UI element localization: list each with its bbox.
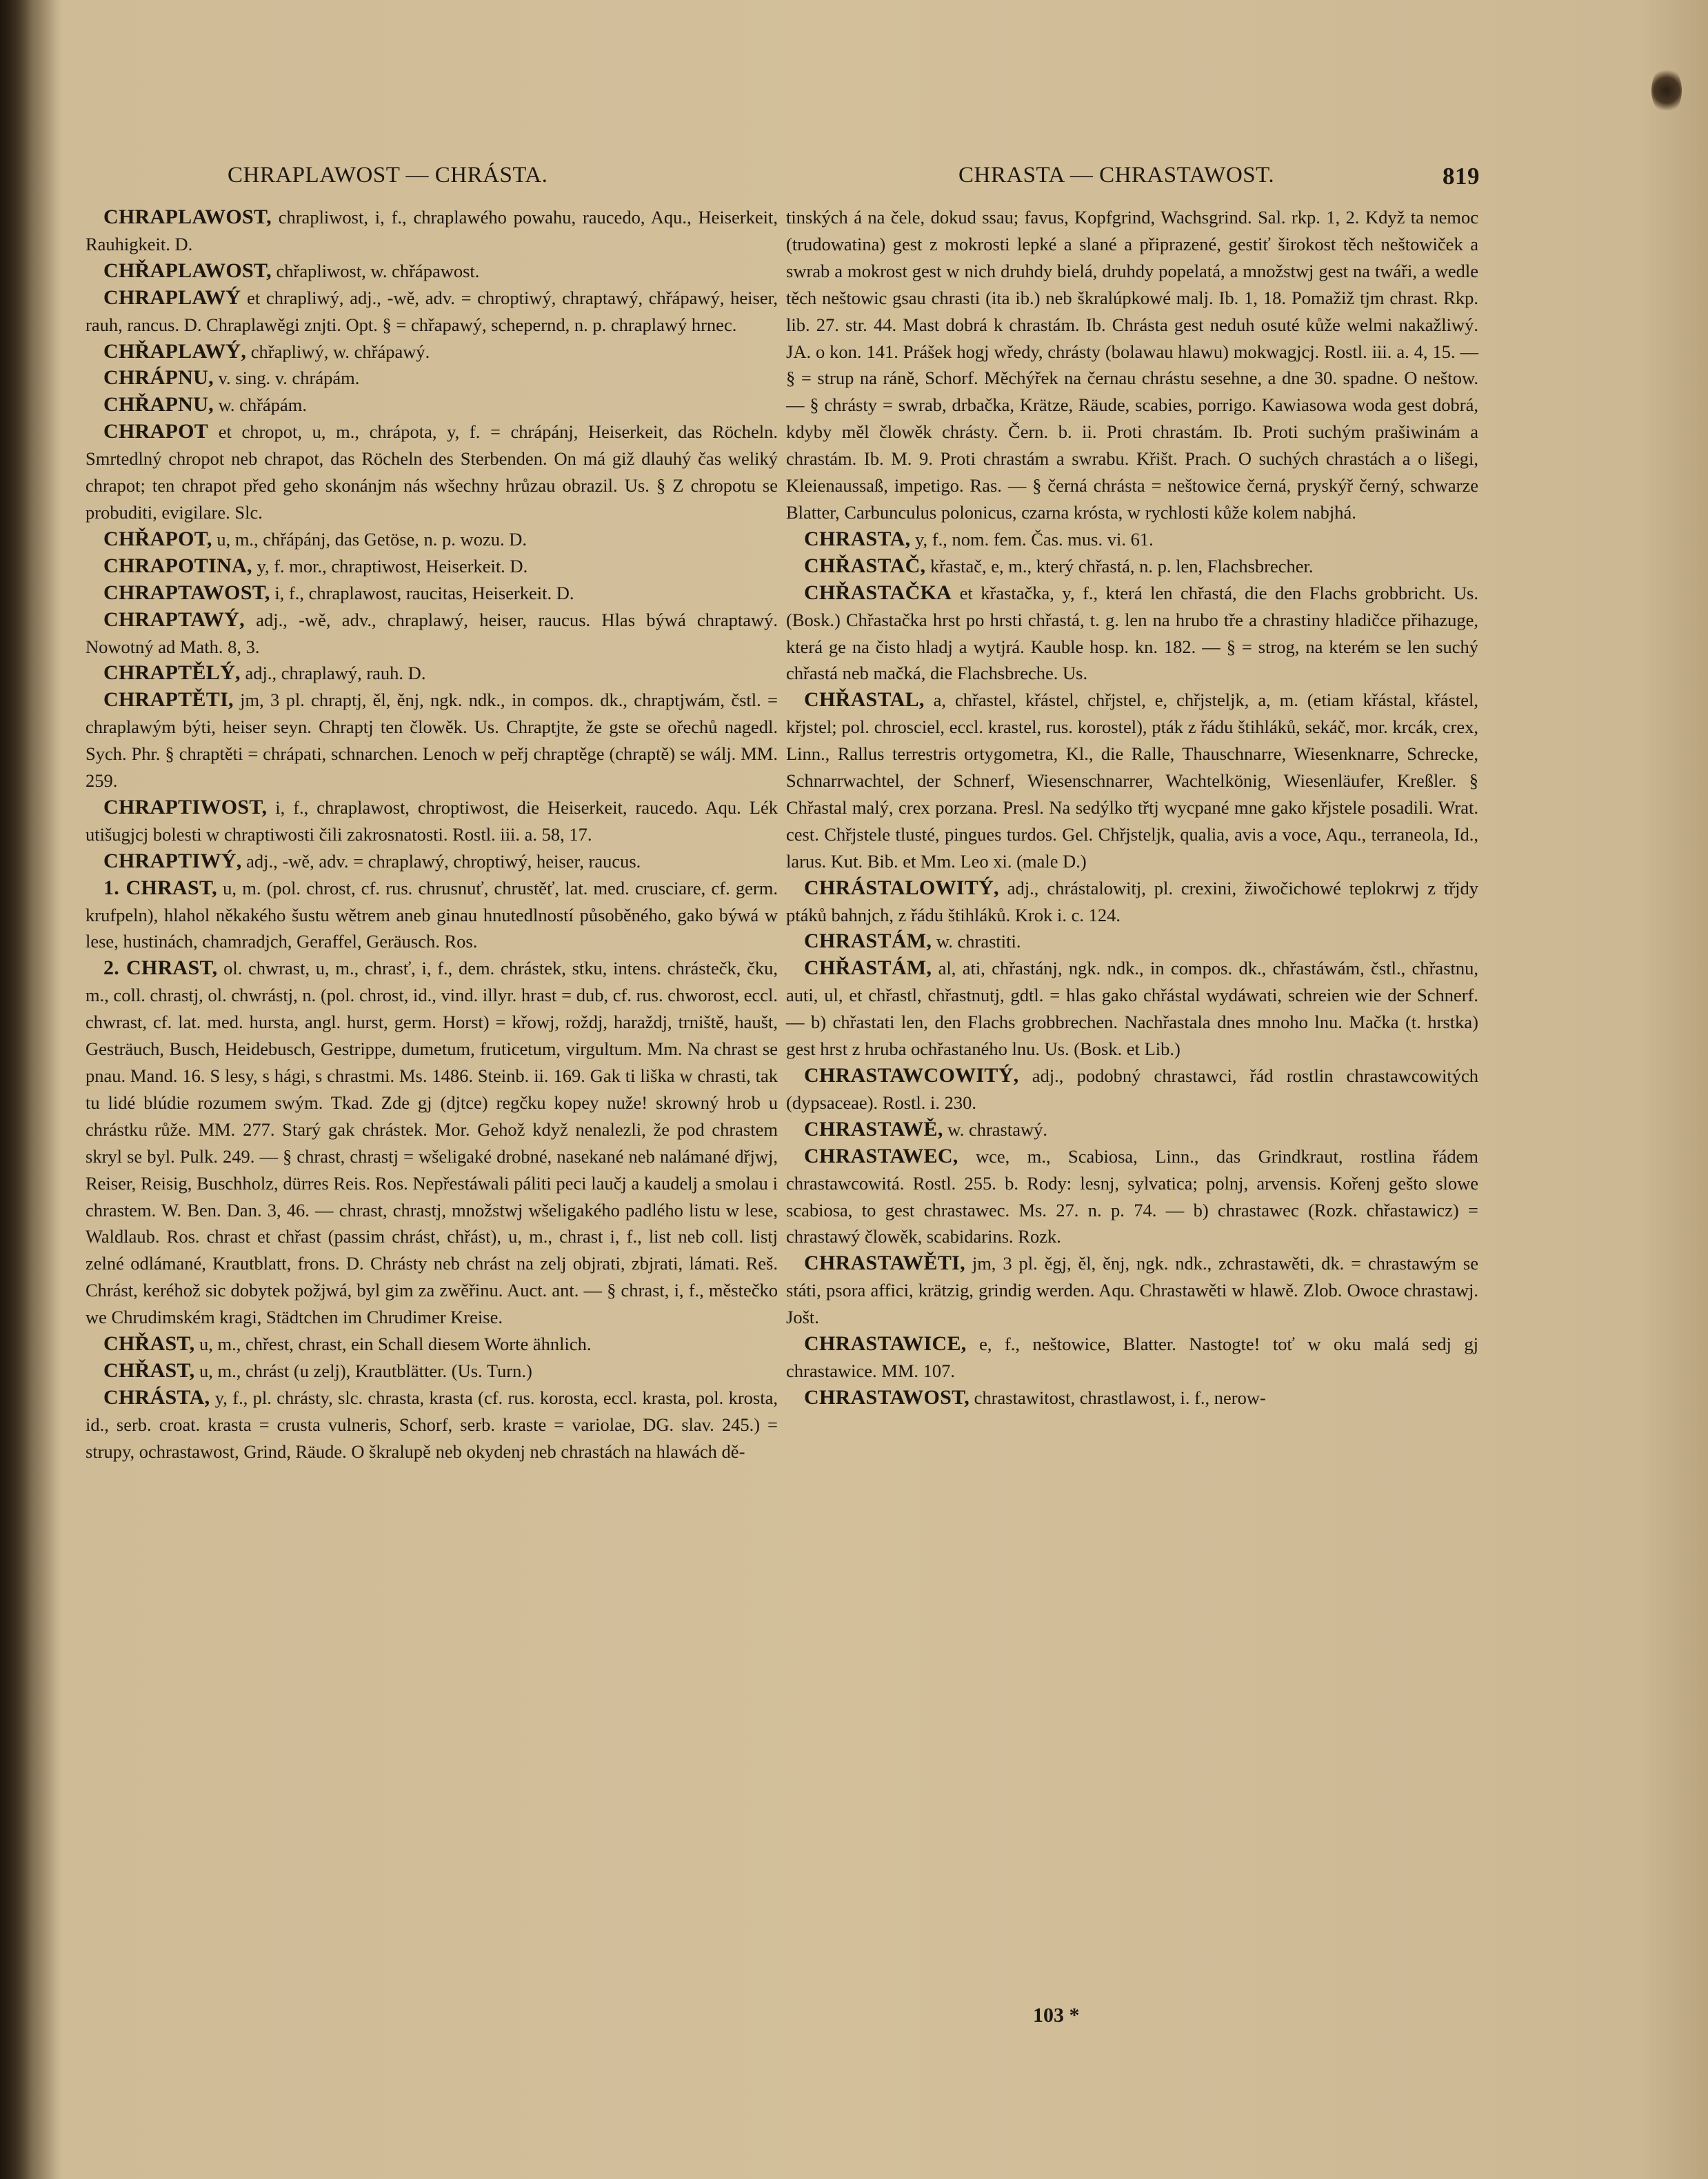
entry-text: w. chrastawý. [943,1118,1047,1140]
entry-headword: 2. CHRAST, [103,956,218,980]
book-spine-shadow [0,0,62,2179]
entry-headword: CHRASTAWĚTI, [804,1252,965,1275]
entry-headword: CHŘAST, [103,1332,195,1356]
signature-mark: 103 * [1033,2004,1080,2027]
dictionary-entry [86,875,778,956]
dictionary-entry [86,365,778,392]
entry-text: chrastawitost, chrastlawost, i. f., nerow- [969,1387,1266,1408]
entry-text: i, f., chraplawost, raucitas, Heiserkeit. D. [270,582,574,603]
dictionary-entry [86,285,778,339]
dictionary-entry [786,580,1478,687]
dictionary-entry [786,955,1478,1063]
entry-text: i, f., chraplawost, chroptiwost, die Heiserkeit, raucedo. Aqu. Lék utišugjcj bolesti w chraptiwosti čili zakrosnatosti. Rostl. iii. a. 58, 17. [86,796,778,845]
entry-text: chrapliwost, i, f., chraplawého powahu, raucedo, Aqu., Heiserkeit, Rauhigkeit. D. [86,207,778,254]
dictionary-entry [86,607,778,661]
page-number: 819 [1443,163,1480,190]
entry-headword: 1. CHRAST, [103,876,217,899]
entry-text: et chrapliwý, adj., -wě, adv. = chroptiwý, chraptawý, chřápawý, heiser, rauh, rancus. D. Chraplawěgi znjti. Opt. § = chřapawý, schepernd, n. p. chraplawý hrnec. [86,287,778,335]
entry-headword: CHŘAPOT, [103,527,212,550]
entry-headword: CHRÁSTALOWITÝ, [804,876,999,899]
dictionary-entry [86,419,778,526]
entry-text: adj., chrástalowitj, pl. crexini, žiwočichowé teplokrwj z třjdy ptáků bahnjch, z řádu štihláků. Krok i. c. 124. [786,877,1478,925]
entry-text: w. chřápám. [213,394,308,416]
dictionary-entry [86,687,778,794]
entry-text: w. chrastiti. [932,931,1021,952]
entry-text: y, f., nom. fem. Čas. mus. vi. 61. [910,528,1154,550]
entry-headword: CHRASTÁM, [804,930,932,953]
entry-text: a, chřastel, křástel, chřjstel, e, chřjstelјk, a, m. (etiam křástal, křástel, křjstel; pol. chrosciel, eccl. krastel, rus. korostel), pták z řádu štihláků, sekáč, mor. krcák, crex, Linn., Rallus terrestris ortygometra, Kl., die Ralle, Thauschnarre, Wiesenknarre, Schrecke, Schnarrwachtel, der Schnerf, Wiesenschnarrer, Wachtelkönig, Wiesenläufer, Kreßler. § Chřastal malý, crex porzana. Presl. Na sedýlko třtj wycpané mne gako křjstele posadili. Wrat. cest. Chřjstele tlusté, pingues turdos. Gel. Chřjstelјk, qualia, avis a voce, Aqu., terraneola, Id., larus. Kut. Bib. et Mm. Leo xi. (male D.) [786,690,1478,872]
entry-headword: CHRASTAWCOWITÝ, [804,1064,1019,1087]
entry-headword: CHRÁSTA, [103,1385,210,1409]
dictionary-entry [86,392,778,419]
entry-headword: CHRAPTAWÝ, [103,607,245,631]
entry-headword: CHRASTA, [804,527,911,550]
entry-headword: CHRAPOTINA, [103,554,252,577]
entry-text: u, m., chřest, chrast, ein Schall diesem Worte ähnlich. [194,1334,592,1355]
entry-headword: CHRAPTAWOST, [103,581,270,604]
entry-text: tinských á na čele, dokud ssau; favus, Kopfgrind, Wachsgrind. Sal. rkp. 1, 2. Když ta nemoc (trudowatina) gest z mokrosti lepké a slané a připrazené, gestiť širokost těch neštowiček a swrab a mokrost gest w nich druhdy bielá, druhdy popelatá, a množstwj gest na twáři, a wedle těch neštowic gsau chrasti (ita ib.) neb škralúpkowé malj. Ib. 1, 18. Pomažiž tjm chrast. Rkp. lib. 27. str. 44. Mast dobrá k chrastám. Ib. Chrásta gest neduh osuté kůže welmi nakažliwý. JA. o kon. 141. Prášek hogj wředy, chrásty (bolawau hlawu) mokwagjcj. Rostl. iii. a. 4, 15. — § = strup na ráně, Schorf. Měchýřek na černau chrástu sesehne, a dne 30. spadne. O neštow. — § chrásty = swrab, drbačka, Krätze, Räude, scabies, porrigo. Kawiasowa woda gest dobrá, kdyby měl člowěk chrásty. Čern. b. ii. Proti chrastám. Ib. Proti suchým prašiwinám a chrastám. Ib. M. 9. Proti chrastám a swrabu. Křišt. Prach. O suchých chrastách a o lišegi, Kleienaussaß, impetigo. Ras. — § černá chrásta = neštowice černá, pryskýř černý, schwarze Blatter, Carbunculus polonicus, czarna krósta, w rychlosti kůže kolem nabjhá. [786,207,1478,523]
dictionary-entry [86,204,778,258]
entry-headword: CHRAPTIWOST, [103,795,268,819]
entry-text: y, f. mor., chraptiwost, Heiserkeit. D. [252,555,528,576]
dictionary-entry [86,1385,778,1465]
dictionary-entry [86,526,778,553]
dictionary-entry [86,1358,778,1385]
entry-text: chřapliwý, w. chřápawý. [246,341,430,362]
dictionary-entry [86,1331,778,1358]
dictionary-entry [786,204,1478,526]
entry-text: chřapliwost, w. chřápawost. [271,260,480,281]
dictionary-entry [786,1331,1478,1385]
dictionary-entry [786,928,1478,955]
dictionary-entry [786,875,1478,929]
entry-text: et chropot, u, m., chrápota, y, f. = chrápánj, Heiserkeit, das Röcheln. Smrtedlný chropot neb chrapot, das Röcheln des Sterbenden. On má giž dlauhý čas weliký chrapot; ten chrapot před geho skonánjm nás wšechny hrůzau obrazil. Us. § Z chropotu se probuditi, evigilare. Slc. [86,421,778,523]
dictionary-entry [786,553,1478,580]
entry-headword: CHŘASTAL, [804,688,925,712]
right-column [786,204,1478,1412]
dictionary-entry [786,1063,1478,1116]
entry-text: y, f., pl. chrásty, slc. chrasta, krasta (cf. rus. korosta, eccl. krasta, pol. krosta, id., serb. croat. krasta = crusta vulneris, Schorf, serb. kraste = variolae, DG. slav. 245.) = strupy, ochrastawost, Grind, Räude. O škralupě neb okydenj neb chrastách na hlawách dě- [86,1387,778,1462]
entry-headword: CHŘAPNU, [103,393,214,416]
entry-text: e, f., neštowice, Blatter. Nastogte! toť w oku malá sedj gj chrastawice. MM. 107. [786,1334,1478,1381]
entry-text: adj., -wě, adv., chraplawý, heiser, raucus. Hlas býwá chraptawý. Nowotný ad Math. 8, 3. [86,609,778,657]
entry-headword: CHRASTAWEC, [804,1144,958,1167]
entry-headword: CHRAPTIWÝ, [103,849,242,872]
dictionary-entry [786,526,1478,553]
dictionary-entry [786,1385,1478,1412]
dictionary-entry [786,1143,1478,1251]
entry-headword: CHŘAPLAWÝ, [103,339,247,363]
dictionary-entry [86,258,778,285]
entry-headword: CHRASTAWĚ, [804,1117,943,1141]
entry-headword: CHŘASTAČKA [804,581,952,604]
entry-text: adj., -wě, adv. = chraplawý, chroptiwý, heiser, raucus. [241,850,641,872]
dictionary-entry [786,687,1478,874]
entry-text: u, m. (pol. chrost, cf. rus. chrusnuť, chrustěť, lat. med. crusciare, cf. germ. krufpeln), hlahol někakého šustu wětrem aneb ginau hnutedlností působěného, gako býwá w lese, hustinách, chamradjch, Geraffel, Geräusch. Ros. [86,877,778,952]
dictionary-entry [86,848,778,875]
dictionary-entry [86,580,778,607]
entry-text: jm, 3 pl. ěgj, ěl, ěnj, ngk. ndk., zchrastawěti, dk. = chrastawým se státi, psora affici, krätzig, grindig werden. Aqu. Chrastawěti w hlawě. Zlob. Owoce chrastawj. Jošt. [786,1253,1478,1328]
ink-stain [1651,66,1682,114]
entry-text: wce, m., Scabiosa, Linn., das Grindkraut, rostlina řádem chrastawcowitá. Rostl. 255. b. Rody: lesnj, sylvatica; polnj, arvensis. Kořenj gešto slowe scabiosa, to gest chrastawec. Ms. 27. n. p. 74. — b) chrastawec (Rozk. chřastawicz) = chrastawý člowěk, scabidarins. Rozk. [786,1145,1478,1247]
entry-text: u, m., chřápánj, das Getöse, n. p. wozu. D. [212,528,527,550]
running-header-left: CHRAPLAWOST — CHRÁSTA. [228,163,548,188]
entry-headword: CHŘAPLAWOST, [103,259,272,282]
dictionary-entry [86,339,778,365]
entry-text: adj., chraplawý, rauh. D. [240,663,426,684]
dictionary-entry [86,794,778,848]
dictionary-entry [786,1250,1478,1331]
entry-headword: CHRÁPNU, [103,366,214,390]
entry-headword: CHRASTAWOST, [804,1385,970,1409]
running-header-right: CHRASTA — CHRASTAWOST. [958,163,1275,188]
dictionary-entry [86,660,778,687]
entry-headword: CHRAPOT [103,420,209,443]
entry-text: al, ati, chřastánj, ngk. ndk., in compos. dk., chřastáwám, čstl., chřastnu, auti, ul, et chřastl, chřastnutj, gdtl. = hlas gako chřástal wydáwati, schreien wie der Schnerf. — b) chřastati len, den Flachs grobbrechen. Nachřastala dnes mnoho lnu. Mačka (t. hrstka) gest hrst z hruba ochřastaného lnu. Us. (Bosk. et Lib.) [786,958,1478,1060]
dictionary-entry [786,1116,1478,1143]
entry-text: jm, 3 pl. chraptj, ěl, ěnj, ngk. ndk., in compos. dk., chraptjwám, čstl. = chraplawým býti, heiser seyn. Chraptj ten člowěk. Us. Chraptjte, že gste se ořechů nagedl. Sych. Phr. § chraptěti = chrápati, schnarchen. Lenoch w peřj chraptěge (chraptě) se wálj. MM. 259. [86,690,778,792]
entry-headword: CHŘASTAČ, [804,554,926,577]
entry-text: ol. chwrast, u, m., chrasť, i, f., dem. chrástek, stku, intens. chrástečk, čku, m., coll. chrastj, ol. chwrástj, n. (pol. chrost, id., vind. illyr. hrast = dub, cf. rus. chworost, eccl. chwrast, cf. lat. med. hursta, angl. hurst, germ. Horst) = křowj, roždj, haraždj, trniště, haušt, Gesträuch, Busch, Heidebusch, Gestrippe, dumetum, fruticetum, virgultum. Mm. Na chrast se pnau. Mand. 16. S lesy, s hági, s chrastmi. Ms. 1486. Steinb. ii. 169. Gak ti liška w chrasti, tak tu lidé blúdie rozumem swým. Tkad. Zde gj (djtce) regčku kopey nuže! skrowný hrob u chrástku růže. MM. 277. Starý gak chrástek. Mor. Gehož když nenalezli, že pod chrastem skryl se byl. Pulk. 249. — § chrast, chrastj = wšeligaké drobné, nasekané neb nalámané dřjwj, Reiser, Reisig, Buschholz, dürres Reis. Ros. Nepřestáwali páliti peci laučj a kaudelj a smolau i chrastem. W. Ben. Dan. 3, 46. — chrast, chrastj, množstwj wšeligakého padlého listu w lese, Waldlaub. Ros. chrast et chřast (passim chrást, chřást), u, m., chrast i, f., list neb coll. listj zelné odlámané, Krautblatt, frons. D. Chrásty neb chrást na zelj objrati, zbjrati, lámati. Reš. Chrást, keréhož sic dobytek požjwá, byl gim za zwěřinu. Auct. ant. — § chrast, i, f., městečko we Chrudimském kragi, Städtchen im Chrudimer Kreise. [86,958,778,1328]
entry-text: křastač, e, m., který chřastá, n. p. len, Flachsbrecher. [925,555,1314,576]
entry-text: adj., podobný chrastawci, řád rostlin chrastawcowitých (dypsaceae). Rostl. i. 230. [786,1065,1478,1113]
entry-headword: CHRAPTĚLÝ, [103,661,241,685]
entry-headword: CHŘAST, [103,1358,195,1382]
dictionary-entry [86,553,778,580]
entry-headword: CHŘASTÁM, [804,956,932,980]
dictionary-entry [86,955,778,1331]
entry-headword: CHRASTAWICE, [804,1332,967,1356]
entry-text: u, m., chrást (u zelj), Krautblätter. (Us. Turn.) [194,1360,532,1381]
left-column [86,204,778,1465]
entry-text: et křastačka, y, f., která len chřastá, die den Flachs grobbricht. Us. (Bosk.) Chřastačka hrst po hrsti chřastá, t. g. len na hrubo tře a chrastiny hladičce přihazuge, která ge na čisto hladj a wytjrá. Kauble hosp. kn. 182. — § = strog, na kterém se len suchý chřastá neb mačká, die Flachsbreche. Us. [786,582,1478,684]
entry-headword: CHRAPLAWÝ [103,285,241,309]
entry-text: v. sing. v. chrápám. [213,368,360,389]
entry-headword: CHRAPLAWOST, [103,205,272,228]
entry-headword: CHRAPTĚTI, [103,688,234,712]
